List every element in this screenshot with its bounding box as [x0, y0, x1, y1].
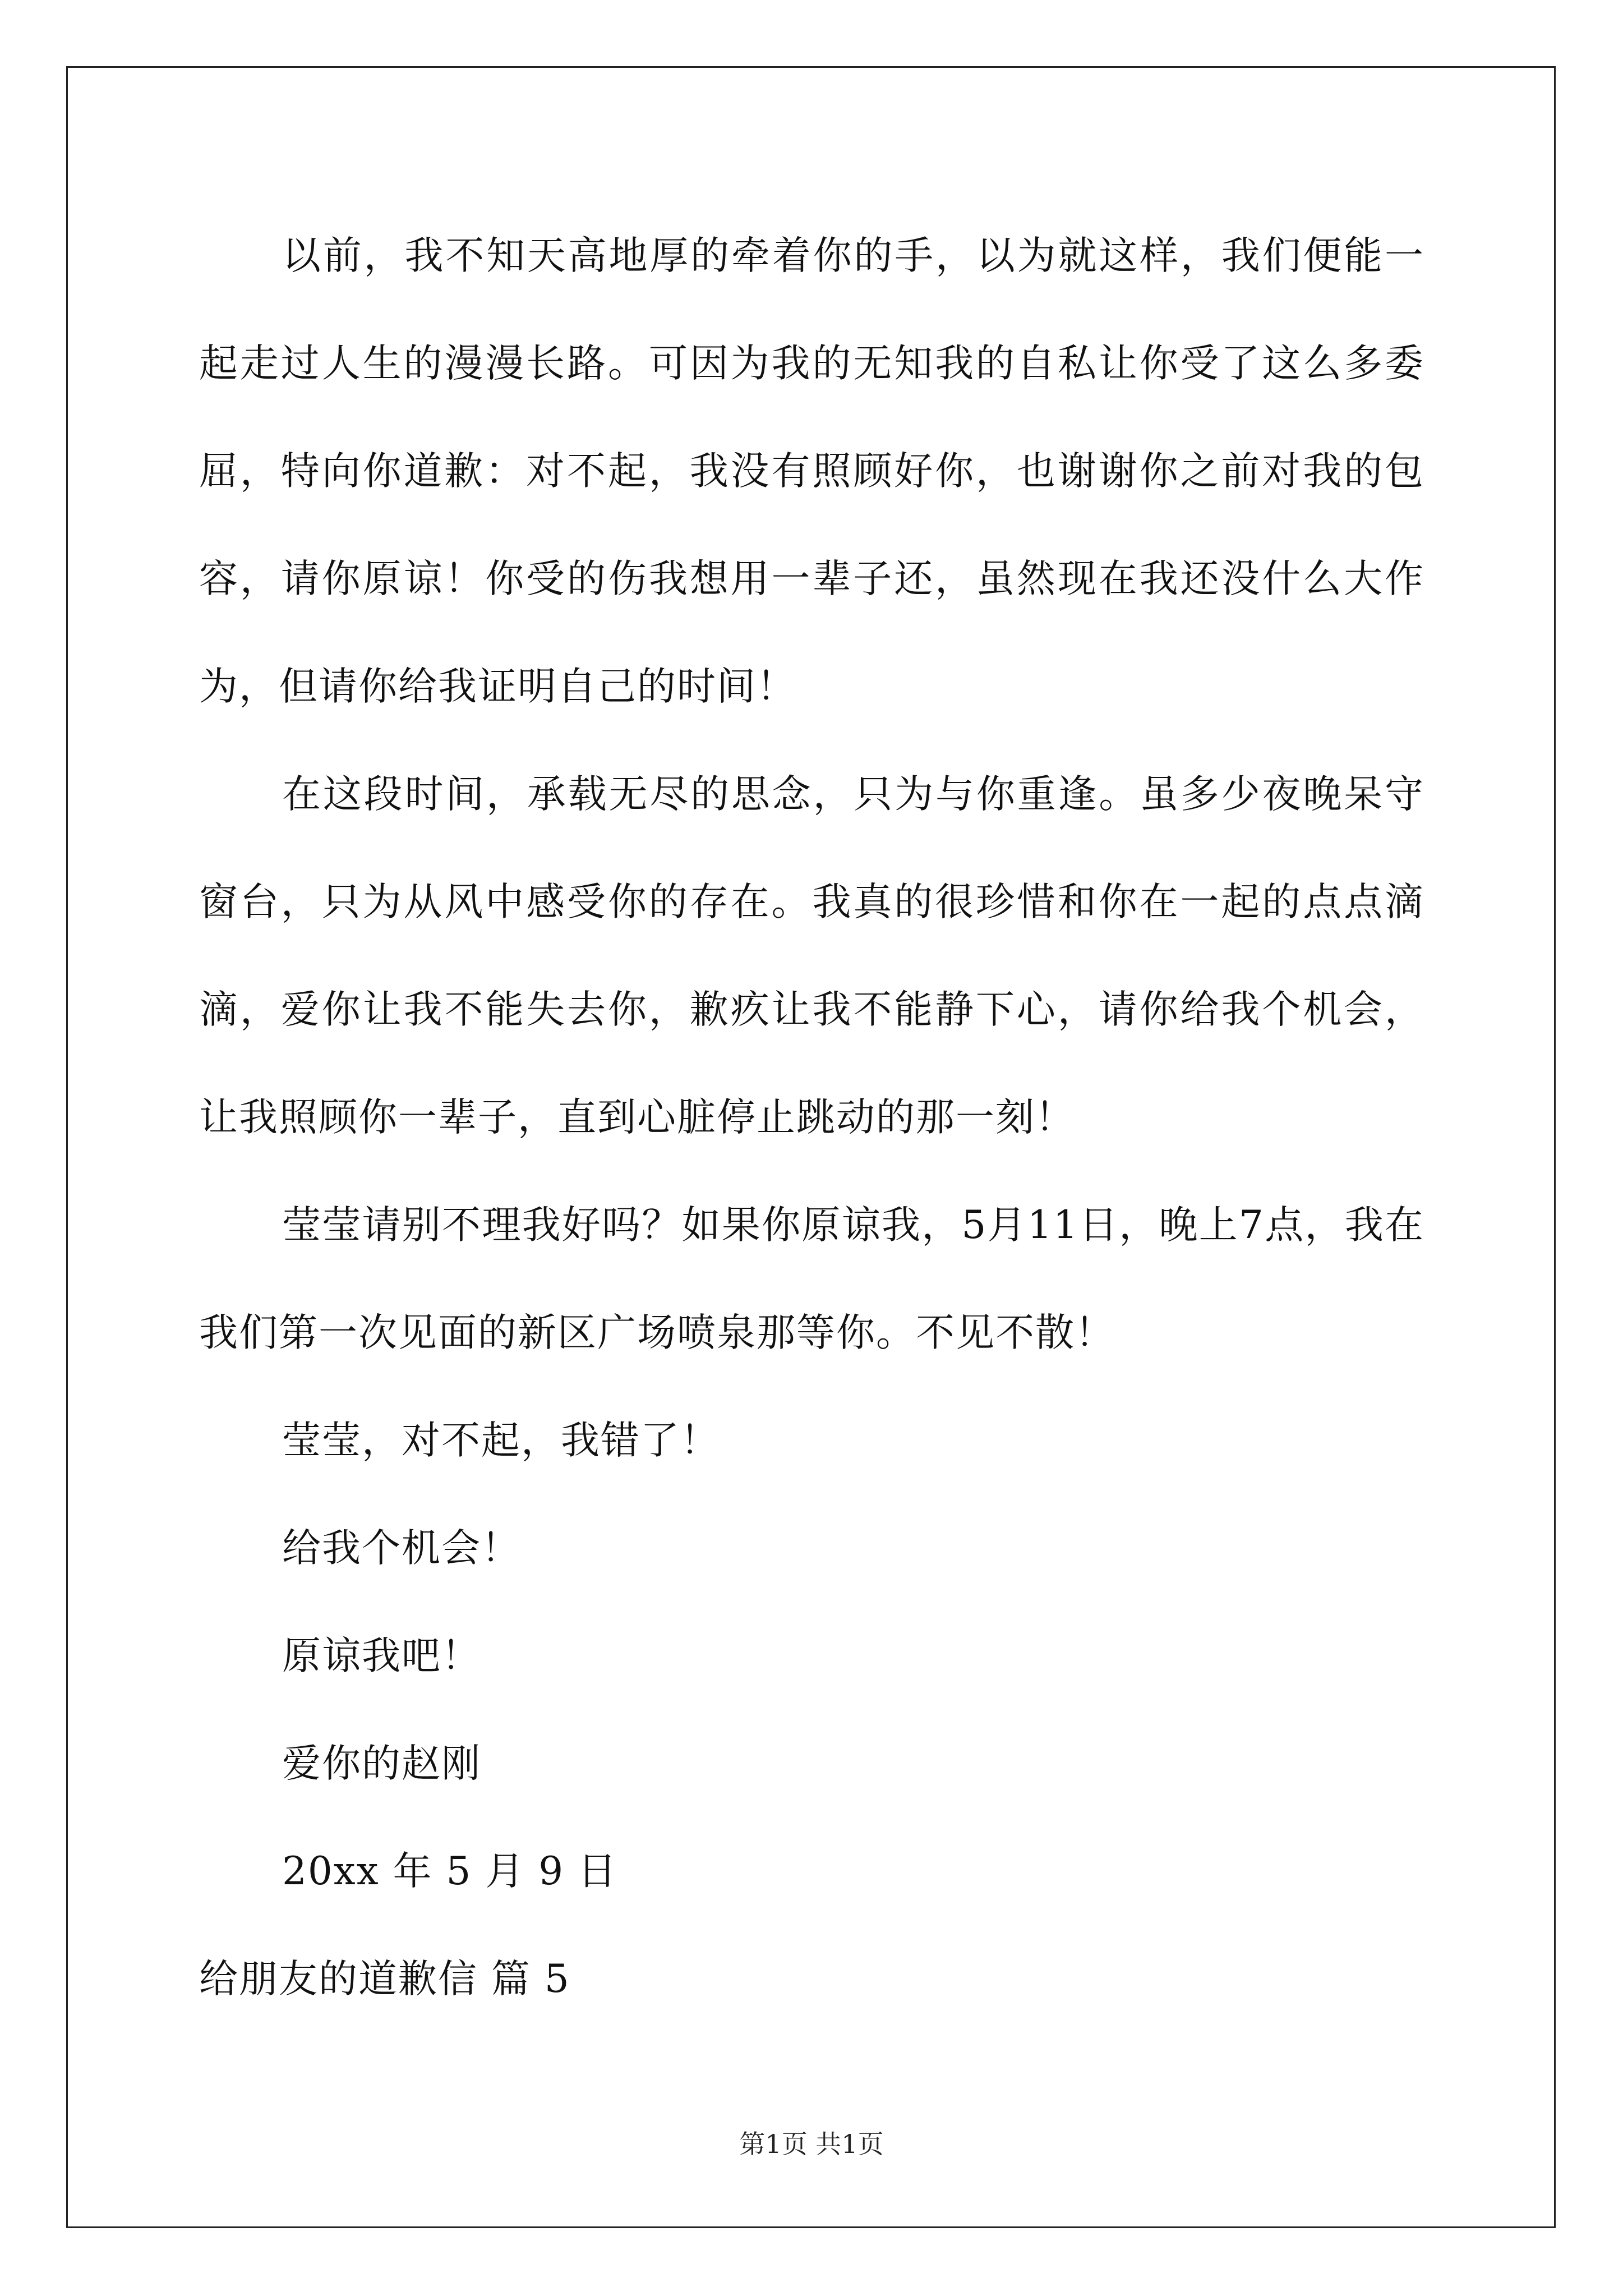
forgive-line: 原谅我吧！ — [282, 1634, 481, 1678]
document-body — [199, 202, 1424, 2033]
paragraph-3: 莹莹请别不理我好吗？如果你原谅我，5月11日，晚上7点，我在我们第一次见面的新区广场喷泉那等你。不见不散！ — [199, 1203, 1424, 1355]
section-heading: 给朋友的道歉信 篇 5 — [199, 1957, 570, 2001]
apology-line: 莹莹，对不起，我错了！ — [282, 1418, 720, 1463]
request-line: 给我个机会！ — [282, 1526, 521, 1571]
paragraph-2: 在这段时间，承载无尽的思念，只为与你重逢。虽多少夜晚呆守窗台，只为从风中感受你的存在。我真的很珍惜和你在一起的点点滴滴，爱你让我不能失去你，歉疚让我不能静下心，请你给我个机会，让我照顾你一辈子，直到心脏停止跳动的那一刻！ — [199, 772, 1424, 1140]
signature-line: 爱你的赵刚 — [282, 1741, 481, 1786]
page-footer: 第1页 共1页 — [739, 2129, 884, 2159]
date-line: 20xx 年 5 月 9 日 — [282, 1849, 618, 1894]
paragraph-1: 以前，我不知天高地厚的牵着你的手，以为就这样，我们便能一起走过人生的漫漫长路。可因为我的无知我的自私让你受了这么多委屈，特向你道歉：对不起，我没有照顾好你，也谢谢你之前对我的包容，请你原谅！你受的伤我想用一辈子还，虽然现在我还没什么大作为，但请你给我证明自己的时间！ — [199, 233, 1424, 709]
